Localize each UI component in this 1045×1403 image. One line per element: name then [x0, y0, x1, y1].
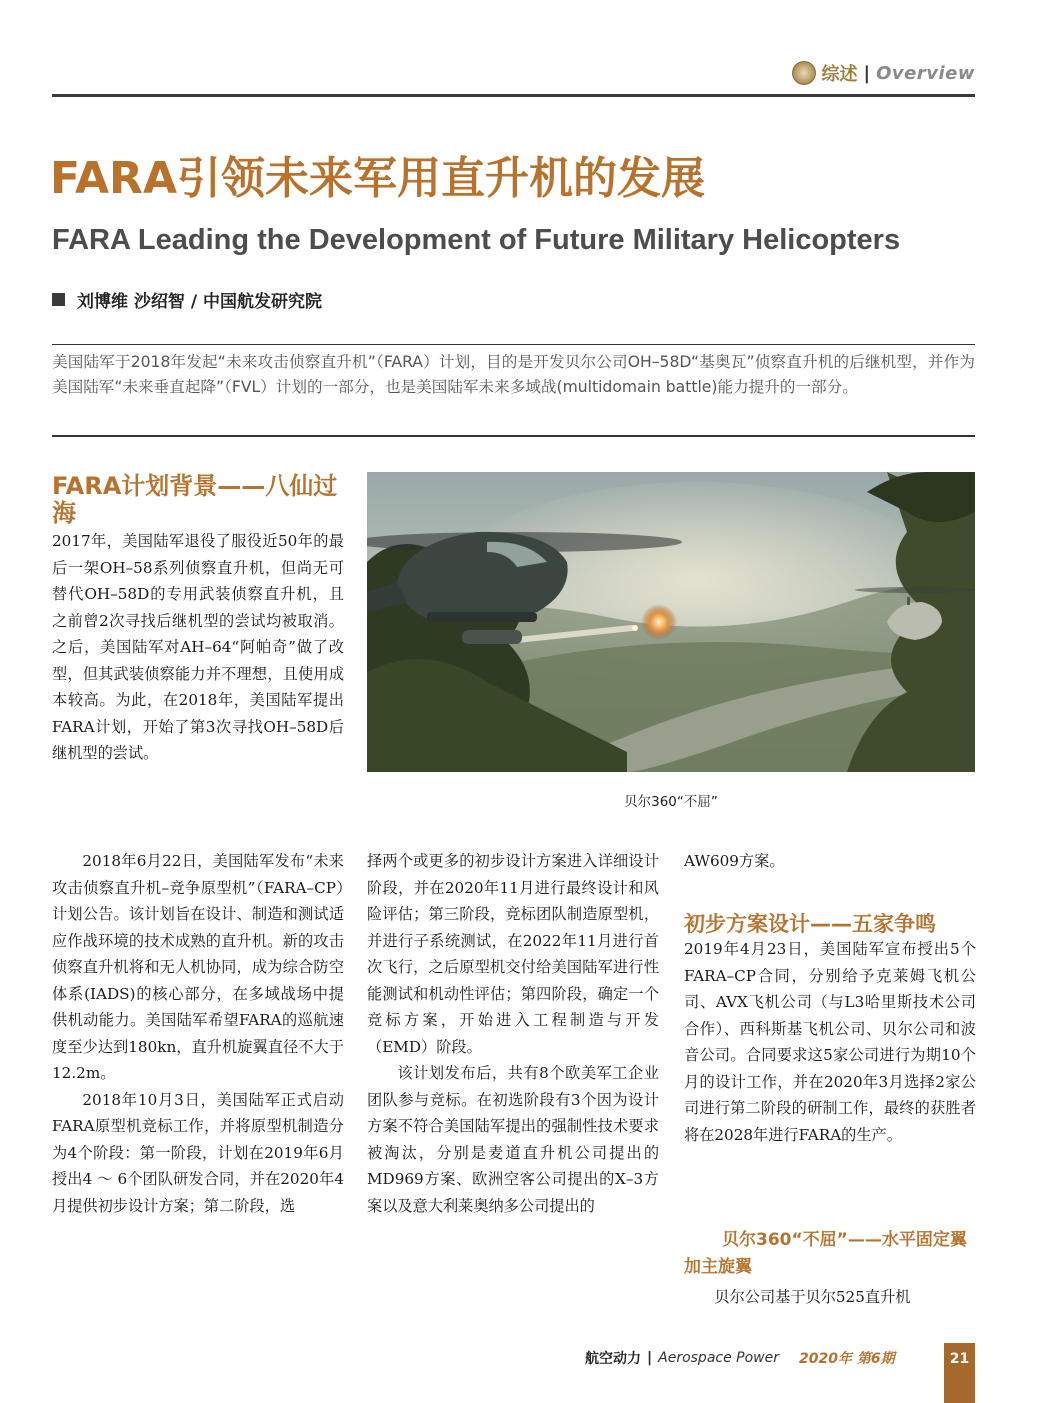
paragraph: AW609方案。 — [684, 852, 785, 870]
column1-top — [52, 528, 344, 767]
footer-separator: | — [647, 1350, 653, 1366]
helicopter-photo — [367, 472, 975, 772]
column1-bottom — [52, 848, 344, 1219]
article-title-cn: FARA引领未来军用直升机的发展 — [50, 153, 705, 204]
figure-caption: 贝尔360“不屈” — [624, 794, 718, 810]
abstract: 美国陆军于2018年发起“未来攻击侦察直升机”（FARA）计划，目的是开发贝尔公司OH–58D“基奥瓦”侦察直升机的后继机型，并作为美国陆军“未来垂直起降”（FVL）计划的一部分，也是美国陆军未来多域战(multidomain battle)能力提升的一部分。 — [52, 353, 975, 396]
paragraph: 2017年，美国陆军退役了服役近50年的最后一架OH–58系列侦察直升机，但尚无可替代OH–58D的专用武装侦察直升机，且之前曾2次寻找后继机型的尝试均被取消。之后，美国陆军对AH–64“阿帕奇”做了改型，但其武装侦察能力并不理想，且使用成本较高。为此，在2018年，美国陆军提出FARA计划，开始了第3次寻找OH–58D后继机型的尝试。 — [52, 532, 344, 762]
header-rule — [52, 94, 975, 97]
section-heading-preliminary-design: 初步方案设计——五家争鸣 — [684, 912, 936, 936]
journal-name-en: Aerospace Power — [658, 1350, 779, 1366]
paragraph: 2018年6月22日，美国陆军发布“未来攻击侦察直升机–竞争原型机”（FARA–CP）计划公告。该计划旨在设计、制造和测试适应作战环境的技术成熟的直升机。新的攻击侦察直升机将和无人机协同，成为综合防空体系(IADS)的核心部分，在多域战场中提供机动能力。美国陆军希望FARA的巡航速度至少达到180kn，直升机旋翼直径不大于12.2m。 — [52, 852, 344, 1082]
header-separator: | — [863, 62, 871, 84]
authors-text: 刘博维 沙绍智 / 中国航发研究院 — [77, 292, 322, 312]
paragraph: 2019年4月23日，美国陆军宣布授出5个FARA–CP合同，分别给予克莱姆飞机公司、AVX飞机公司（与L3哈里斯技术公司合作）、西科斯基飞机公司、贝尔公司和波音公司。合同要求这5家公司进行为期10个月的设计工作，并在2020年3月选择2家公司进行第二阶段的研制工作，最终的获胜者将在2028年进行FARA的生产。 — [684, 940, 976, 1144]
article-title-en: FARA Leading the Development of Future Military Helicopters — [52, 224, 901, 256]
bell-360-illustration — [367, 472, 975, 772]
paragraph: 2018年10月3日，美国陆军正式启动FARA原型机竞标工作，并将原型机制造分为4个阶段：第一阶段，计划在2019年6月授出4 ～ 6个团队研发合同，并在2020年4月提供初步设计方案；第二阶段，选 — [52, 1090, 344, 1215]
abstract-bottom-rule — [52, 435, 975, 437]
journal-name-cn: 航空动力 — [585, 1351, 641, 1367]
header-section-en: Overview — [876, 62, 975, 84]
abstract-top-rule — [52, 344, 975, 345]
subheading-bell-360: 贝尔360“不屈”——水平固定翼加主旋翼 — [684, 1230, 967, 1277]
issue-label: 2020年 第6期 — [798, 1351, 895, 1367]
gear-emblem-icon — [792, 61, 816, 85]
page-footer — [585, 1348, 895, 1368]
column3-top — [684, 848, 976, 875]
square-bullet-icon — [52, 293, 65, 306]
column3-middle — [684, 936, 976, 1148]
paragraph: 贝尔公司基于贝尔525直升机 — [714, 1288, 911, 1306]
page-number: 21 — [944, 1343, 975, 1403]
section-heading-background: FARA计划背景——八仙过海 — [52, 472, 338, 527]
paragraph: 择两个或更多的初步设计方案进入详细设计阶段，并在2020年11月进行最终设计和风险评估；第三阶段，竞标团队制造原型机，并进行子系统测试，在2022年11月进行首次飞行，之后原型机交付给美国陆军进行性能测试和机动性评估；第四阶段，确定一个竞标方案，开始进入工程制造与开发（EMD）阶段。 — [367, 852, 659, 1056]
running-header — [792, 60, 975, 86]
paragraph: 该计划发布后，共有8个欧美军工企业团队参与竞标。在初选阶段有3个因为设计方案不符合美国陆军提出的强制性技术要求被淘汰，分别是麦道直升机公司提出的MD969方案、欧洲空客公司提出的X–3方案以及意大利莱奥纳多公司提出的 — [367, 1064, 659, 1215]
column3-bottom — [684, 1284, 976, 1311]
byline — [52, 287, 322, 312]
column2 — [367, 848, 659, 1219]
header-section-cn: 综述 — [821, 64, 858, 85]
